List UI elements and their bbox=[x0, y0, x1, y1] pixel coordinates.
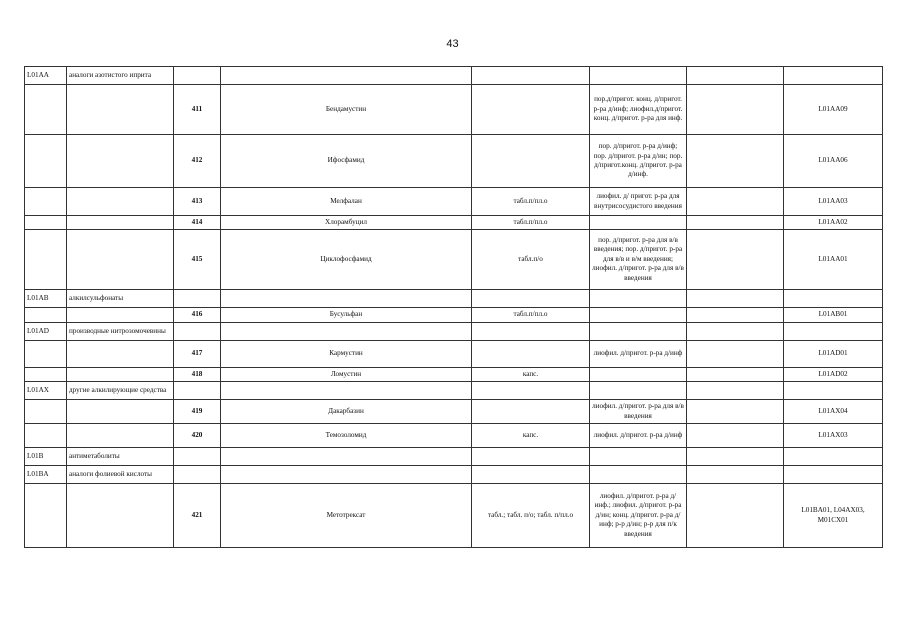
atc-code: L01AA01 bbox=[784, 230, 883, 290]
group-row bbox=[25, 466, 883, 484]
group-code: L01BA bbox=[25, 466, 67, 484]
atc-code: L01BA01, L04AX03, M01CX01 bbox=[784, 484, 883, 548]
drug-row bbox=[25, 230, 883, 290]
drug-oral-form bbox=[472, 135, 590, 188]
drug-row bbox=[25, 308, 883, 323]
drug-oral-form: капс. bbox=[472, 424, 590, 448]
empty-cell bbox=[221, 323, 472, 341]
drug-name: Бусульфан bbox=[221, 308, 472, 323]
drug-row bbox=[25, 135, 883, 188]
empty-cell bbox=[687, 424, 784, 448]
group-code: L01AD bbox=[25, 323, 67, 341]
group-code: L01AA bbox=[25, 67, 67, 85]
drug-oral-form bbox=[472, 400, 590, 424]
group-name: производные нитрозомочевины bbox=[67, 323, 174, 341]
group-row bbox=[25, 448, 883, 466]
drug-injection-form: лиофил. д/пригот. р-ра д/инф bbox=[590, 424, 687, 448]
empty-cell bbox=[221, 67, 472, 85]
empty-cell bbox=[687, 368, 784, 382]
drug-number: 411 bbox=[174, 85, 221, 135]
empty-cell bbox=[784, 382, 883, 400]
empty-cell bbox=[687, 67, 784, 85]
empty-cell bbox=[67, 368, 174, 382]
empty-cell bbox=[687, 341, 784, 368]
empty-cell bbox=[590, 323, 687, 341]
empty-cell bbox=[687, 135, 784, 188]
group-row bbox=[25, 323, 883, 341]
empty-cell bbox=[687, 466, 784, 484]
empty-cell bbox=[221, 382, 472, 400]
drug-row bbox=[25, 216, 883, 230]
group-row bbox=[25, 67, 883, 85]
empty-cell bbox=[472, 382, 590, 400]
drug-row bbox=[25, 424, 883, 448]
empty-cell bbox=[687, 323, 784, 341]
empty-cell bbox=[174, 382, 221, 400]
drug-injection-form: пор. д/пригот. р-ра д/инф; пор. д/пригот. р-ра д/ин; пор. д/пригот.конц. д/пригот. р-ра д/инф. bbox=[590, 135, 687, 188]
drug-name: Кармустин bbox=[221, 341, 472, 368]
empty-cell bbox=[687, 85, 784, 135]
empty-cell bbox=[174, 290, 221, 308]
atc-code: L01AX04 bbox=[784, 400, 883, 424]
empty-cell bbox=[25, 308, 67, 323]
atc-code: L01AD02 bbox=[784, 368, 883, 382]
drug-oral-form: табл.п/пл.о bbox=[472, 188, 590, 216]
empty-cell bbox=[784, 466, 883, 484]
empty-cell bbox=[25, 341, 67, 368]
empty-cell bbox=[67, 216, 174, 230]
empty-cell bbox=[687, 448, 784, 466]
drug-number: 412 bbox=[174, 135, 221, 188]
drug-oral-form: табл.п/пл.о bbox=[472, 216, 590, 230]
group-code: L01AB bbox=[25, 290, 67, 308]
drug-number: 416 bbox=[174, 308, 221, 323]
empty-cell bbox=[221, 448, 472, 466]
drug-name: Дакарбазин bbox=[221, 400, 472, 424]
empty-cell bbox=[174, 448, 221, 466]
empty-cell bbox=[221, 466, 472, 484]
drug-number: 414 bbox=[174, 216, 221, 230]
drug-injection-form: лиофил. д/ пригот. р-ра для внутрисосудистого введения bbox=[590, 188, 687, 216]
drug-number: 419 bbox=[174, 400, 221, 424]
empty-cell bbox=[25, 135, 67, 188]
empty-cell bbox=[221, 290, 472, 308]
empty-cell bbox=[687, 484, 784, 548]
drug-row bbox=[25, 400, 883, 424]
empty-cell bbox=[25, 368, 67, 382]
drug-injection-form: лиофил. д/пригот. р-ра д/инф.; лиофил. д/пригот. р-ра д/ин; конц. д/пригот. р-ра д/инф; р-р д/ин; р-р для п/к введения bbox=[590, 484, 687, 548]
drug-oral-form: табл.п/о bbox=[472, 230, 590, 290]
drug-number: 421 bbox=[174, 484, 221, 548]
empty-cell bbox=[784, 323, 883, 341]
drug-oral-form bbox=[472, 85, 590, 135]
drug-oral-form: капс. bbox=[472, 368, 590, 382]
drug-injection-form: пор. д/пригот. р-ра для в/в введения; пор. д/пригот. р-ра для в/в и в/м введения; лиофил. д/пригот. р-ра для в/в введения bbox=[590, 230, 687, 290]
drug-name: Темозоломид bbox=[221, 424, 472, 448]
empty-cell bbox=[174, 323, 221, 341]
empty-cell bbox=[174, 466, 221, 484]
empty-cell bbox=[67, 308, 174, 323]
empty-cell bbox=[25, 230, 67, 290]
empty-cell bbox=[590, 466, 687, 484]
drug-number: 413 bbox=[174, 188, 221, 216]
drug-name: Мелфалан bbox=[221, 188, 472, 216]
drug-row bbox=[25, 85, 883, 135]
drug-row bbox=[25, 341, 883, 368]
drug-name: Ломустин bbox=[221, 368, 472, 382]
atc-code: L01AA06 bbox=[784, 135, 883, 188]
empty-cell bbox=[25, 85, 67, 135]
drug-name: Ифосфамид bbox=[221, 135, 472, 188]
empty-cell bbox=[472, 466, 590, 484]
empty-cell bbox=[67, 135, 174, 188]
empty-cell bbox=[25, 216, 67, 230]
atc-code: L01AD01 bbox=[784, 341, 883, 368]
drug-injection-form: лиофил. д/пригот. р-ра д/инф bbox=[590, 341, 687, 368]
drug-row bbox=[25, 368, 883, 382]
empty-cell bbox=[590, 67, 687, 85]
empty-cell bbox=[590, 382, 687, 400]
empty-cell bbox=[67, 341, 174, 368]
empty-cell bbox=[687, 308, 784, 323]
empty-cell bbox=[67, 400, 174, 424]
empty-cell bbox=[67, 424, 174, 448]
empty-cell bbox=[687, 400, 784, 424]
empty-cell bbox=[67, 230, 174, 290]
group-name: алкилсульфонаты bbox=[67, 290, 174, 308]
page-number: 43 bbox=[446, 38, 459, 50]
drug-injection-form bbox=[590, 308, 687, 323]
empty-cell bbox=[784, 290, 883, 308]
drug-injection-form bbox=[590, 368, 687, 382]
drug-injection-form: лиофил. д/пригот. р-ра для в/в введения bbox=[590, 400, 687, 424]
drug-injection-form bbox=[590, 216, 687, 230]
drug-injection-form: пор.д/пригот. конц. д/пригот. р-ра д/инф; лиофил.д/пригот. конц. д/пригот. р-ра для инф. bbox=[590, 85, 687, 135]
empty-cell bbox=[784, 67, 883, 85]
drug-number: 415 bbox=[174, 230, 221, 290]
drug-row bbox=[25, 484, 883, 548]
group-name: антиметаболиты bbox=[67, 448, 174, 466]
drug-number: 418 bbox=[174, 368, 221, 382]
atc-code: L01AA09 bbox=[784, 85, 883, 135]
drug-table bbox=[24, 66, 883, 548]
group-row bbox=[25, 290, 883, 308]
empty-cell bbox=[67, 85, 174, 135]
empty-cell bbox=[25, 484, 67, 548]
empty-cell bbox=[67, 188, 174, 216]
drug-number: 417 bbox=[174, 341, 221, 368]
empty-cell bbox=[67, 484, 174, 548]
empty-cell bbox=[784, 448, 883, 466]
drug-oral-form: табл.; табл. п/о; табл. п/пл.о bbox=[472, 484, 590, 548]
group-code: L01B bbox=[25, 448, 67, 466]
empty-cell bbox=[472, 323, 590, 341]
empty-cell bbox=[687, 188, 784, 216]
empty-cell bbox=[687, 382, 784, 400]
drug-oral-form: табл.п/пл.о bbox=[472, 308, 590, 323]
empty-cell bbox=[25, 188, 67, 216]
drug-row bbox=[25, 188, 883, 216]
group-row bbox=[25, 382, 883, 400]
group-name: аналоги азотистого иприта bbox=[67, 67, 174, 85]
empty-cell bbox=[174, 67, 221, 85]
drug-name: Метотрексат bbox=[221, 484, 472, 548]
drug-number: 420 bbox=[174, 424, 221, 448]
atc-code: L01AB01 bbox=[784, 308, 883, 323]
atc-code: L01AX03 bbox=[784, 424, 883, 448]
empty-cell bbox=[472, 448, 590, 466]
empty-cell bbox=[472, 290, 590, 308]
empty-cell bbox=[590, 448, 687, 466]
empty-cell bbox=[687, 230, 784, 290]
empty-cell bbox=[590, 290, 687, 308]
drug-name: Бендамустин bbox=[221, 85, 472, 135]
empty-cell bbox=[25, 424, 67, 448]
empty-cell bbox=[25, 400, 67, 424]
atc-code: L01AA02 bbox=[784, 216, 883, 230]
atc-code: L01AA03 bbox=[784, 188, 883, 216]
empty-cell bbox=[472, 67, 590, 85]
empty-cell bbox=[687, 290, 784, 308]
group-name: аналоги фолиевой кислоты bbox=[67, 466, 174, 484]
drug-name: Циклофосфамид bbox=[221, 230, 472, 290]
group-name: другие алкилирующие средства bbox=[67, 382, 174, 400]
drug-name: Хлорамбуцил bbox=[221, 216, 472, 230]
empty-cell bbox=[687, 216, 784, 230]
drug-oral-form bbox=[472, 341, 590, 368]
group-code: L01AX bbox=[25, 382, 67, 400]
